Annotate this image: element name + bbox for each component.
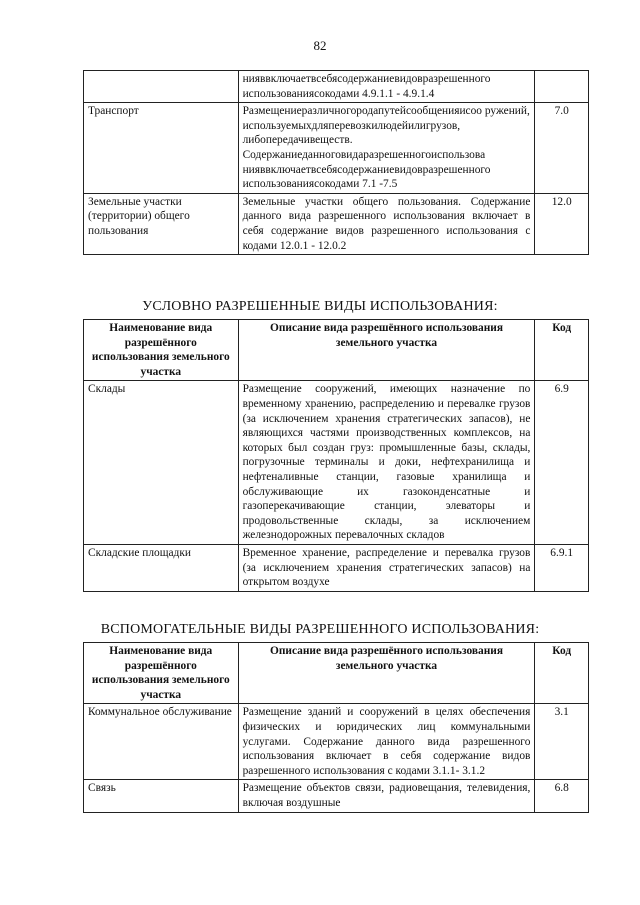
table-header-row bbox=[84, 643, 589, 704]
use-description-cell: Размещениеразличногородапутейсообщенияисоо ружений, используемыхдляперевозкилюдейилигрузов, либопередачивеществ. Содержаниеданноговидаразрешенногоиспользова нияввключаетвсебясодержаниевидовразрешенного использованиясокодами 7.1 -7.5 bbox=[238, 103, 535, 194]
use-code-cell: 6.9 bbox=[535, 381, 589, 545]
use-code-cell: 6.9.1 bbox=[535, 544, 589, 591]
table-row bbox=[84, 71, 589, 103]
table-row bbox=[84, 780, 589, 812]
use-name-cell: Складские площадки bbox=[84, 544, 239, 591]
conditional-uses-title: УСЛОВНО РАЗРЕШЕННЫЕ ВИДЫ ИСПОЛЬЗОВАНИЯ: bbox=[142, 299, 498, 314]
use-description-cell: Земельные участки общего пользования. Содержание данного вида разрешенного использования включает в себя содержание видов разрешенного использования с кодами 12.0.1 - 12.0.2 bbox=[238, 193, 535, 254]
column-header-name: Наименование вида разрешённого использования земельного участка bbox=[84, 643, 239, 704]
use-description-cell: Временное хранение, распределение и перевалка грузов (за исключением хранения стратегических запасов) на открытом воздухе bbox=[238, 544, 535, 591]
table-row bbox=[84, 381, 589, 545]
use-name-cell: Транспорт bbox=[84, 103, 239, 194]
use-name-cell bbox=[84, 71, 239, 103]
column-header-description: Описание вида разрешённого использования земельного участка bbox=[238, 643, 535, 704]
conditional-uses-table bbox=[83, 319, 589, 592]
use-name-cell: Склады bbox=[84, 381, 239, 545]
use-code-cell: 6.8 bbox=[535, 780, 589, 812]
use-description-cell: Размещение объектов связи, радиовещания, телевидения, включая воздушные bbox=[238, 780, 535, 812]
use-code-cell: 7.0 bbox=[535, 103, 589, 194]
table-header-row bbox=[84, 320, 589, 381]
column-header-name: Наименование вида разрешённого использования земельного участка bbox=[84, 320, 239, 381]
table-row bbox=[84, 103, 589, 194]
table-row bbox=[84, 544, 589, 591]
table-row bbox=[84, 704, 589, 780]
use-code-cell: 12.0 bbox=[535, 193, 589, 254]
use-description-cell: Размещение сооружений, имеющих назначение по временному хранению, распределению и перевалке грузов (за исключением хранения стратегических запасов), не являющихся частями производственных комплексов, на которых был создан груз: промышленные базы, склады, погрузочные терминалы и доки, нефтехранилища и нефтеналивные станции, газовые хранилища и обслуживающие их газоконденсатные и газоперекачивающие станции, элеваторы и продовольственные склады, за исключением железнодорожных перевалочных складов bbox=[238, 381, 535, 545]
use-description-cell: Размещение зданий и сооружений в целях обеспечения физических и юридических лиц коммунальными услугами. Содержание данного вида разрешенного использования включает в себя содержание видов разрешенного использования с кодами 3.1.1- 3.1.2 bbox=[238, 704, 535, 780]
use-name-cell: Связь bbox=[84, 780, 239, 812]
page-number: 82 bbox=[313, 38, 327, 53]
use-description-cell: нияввключаетвсебясодержаниевидовразрешенного использованиясокодами 4.9.1.1 - 4.9.1.4 bbox=[238, 71, 535, 103]
use-name-cell: Земельные участки (территории) общего пользования bbox=[84, 193, 239, 254]
column-header-description: Описание вида разрешённого использования земельного участка bbox=[238, 320, 535, 381]
use-code-cell bbox=[535, 71, 589, 103]
auxiliary-uses-title: ВСПОМОГАТЕЛЬНЫЕ ВИДЫ РАЗРЕШЕННОГО ИСПОЛЬЗОВАНИЯ: bbox=[100, 622, 540, 637]
table-row bbox=[84, 193, 589, 254]
auxiliary-uses-table bbox=[83, 642, 589, 813]
main-permitted-uses-table-continued bbox=[83, 70, 589, 255]
column-header-code: Код bbox=[535, 643, 589, 704]
use-code-cell: 3.1 bbox=[535, 704, 589, 780]
use-name-cell: Коммунальное обслуживание bbox=[84, 704, 239, 780]
column-header-code: Код bbox=[535, 320, 589, 381]
